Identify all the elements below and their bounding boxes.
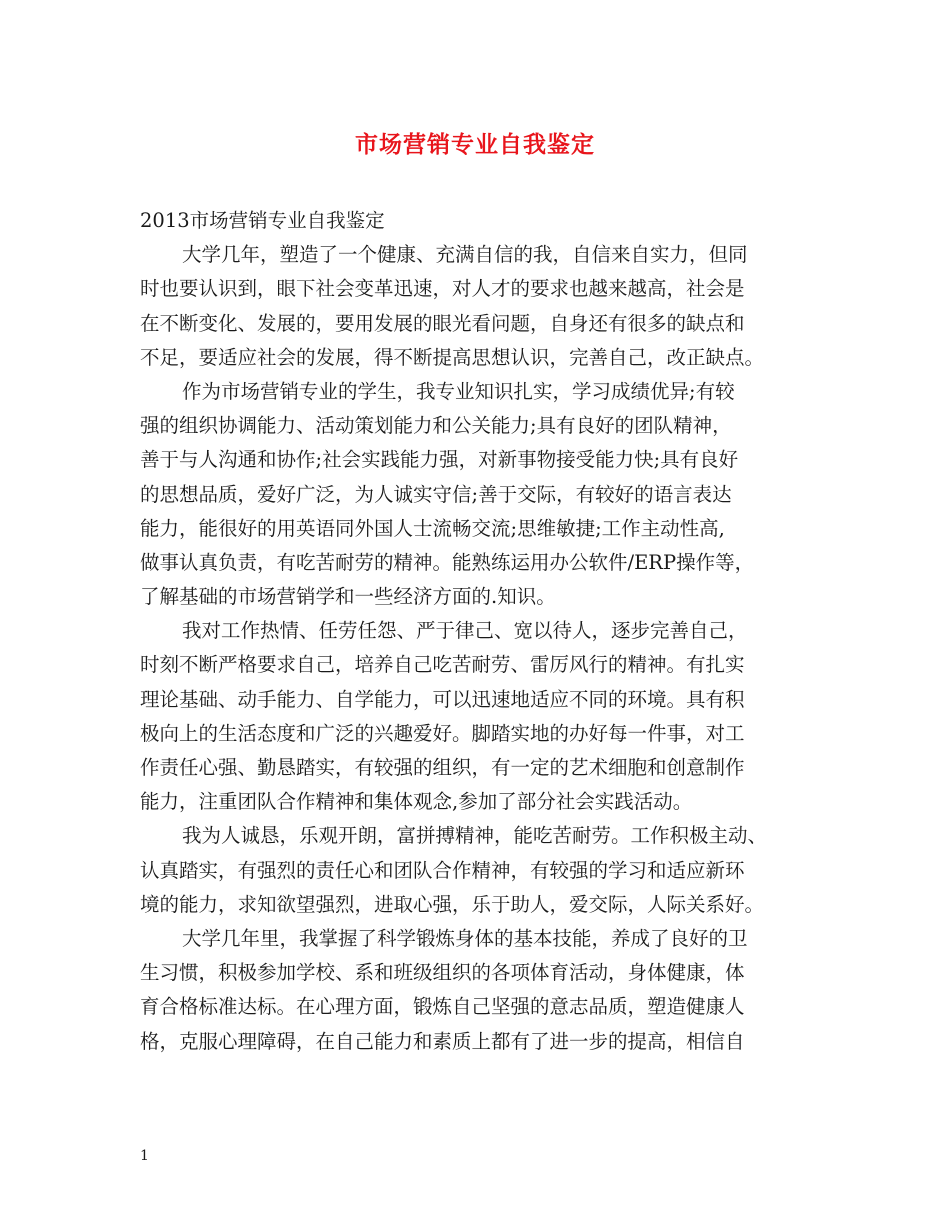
body-line: 不足，要适应社会的发展，得不断提高思想认识，完善自己，改正缺点。 xyxy=(140,345,765,369)
body-line: 作为市场营销专业的学生，我专业知识扎实，学习成绩优异;有较 xyxy=(182,379,735,403)
body-line: 的思想品质，爱好广泛，为人诚实守信;善于交际，有较好的语言表达 xyxy=(140,482,732,506)
body-line: 时刻不断严格要求自己，培养自己吃苦耐劳、雷厉风行的精神。有扎实 xyxy=(140,653,745,677)
body-line: 强的组织协调能力、活动策划能力和公关能力;具有良好的团队精神， xyxy=(140,414,732,438)
body-line: 时也要认识到，眼下社会变革迅速，对人才的要求也越来越高，社会是 xyxy=(140,277,745,301)
document-body xyxy=(140,204,830,1059)
body-line: 大学几年，塑造了一个健康、充满自信的我，自信来自实力，但同 xyxy=(182,243,748,267)
body-line: 能力，能很好的用英语同外国人士流畅交流;思维敏捷;工作主动性高, xyxy=(140,516,725,540)
body-line: 格，克服心理障碍，在自己能力和素质上都有了进一步的提高，相信自 xyxy=(140,1029,745,1053)
body-line: 极向上的生活态度和广泛的兴趣爱好。脚踏实地的办好每一件事，对工 xyxy=(140,721,745,745)
body-line: 作责任心强、勤恳踏实，有较强的组织，有一定的艺术细胞和创意制作 xyxy=(140,756,745,779)
body-line: 在不断变化、发展的，要用发展的眼光看问题，自身还有很多的缺点和 xyxy=(140,311,745,335)
body-line: 我为人诚恳，乐观开朗，富拼搏精神，能吃苦耐劳。工作积极主动、 xyxy=(182,824,768,848)
document-title: 市场营销专业自我鉴定 xyxy=(355,131,595,158)
body-line: 做事认真负责，有吃苦耐劳的精神。能熟练运用办公软件/ERP操作等， xyxy=(140,550,755,574)
body-line: 我对工作热情、任劳任怨、严于律己、宽以待人，逐步完善自己， xyxy=(182,619,748,643)
body-line: 育合格标准达标。在心理方面，锻炼自己坚强的意志品质，塑造健康人 xyxy=(140,995,745,1019)
body-line: 善于与人沟通和协作;社会实践能力强，对新事物接受能力快;具有良好 xyxy=(140,448,739,472)
body-line: 能力，注重团队合作精神和集体观念,参加了部分社会实践活动。 xyxy=(140,790,693,814)
body-line: 大学几年里，我掌握了科学锻炼身体的基本技能，养成了良好的卫 xyxy=(182,926,748,950)
body-line: 理论基础、动手能力、自学能力，可以迅速地适应不同的环境。具有积 xyxy=(140,687,745,711)
body-line: 生习惯，积极参加学校、系和班级组织的各项体育活动，身体健康，体 xyxy=(140,961,745,985)
body-line: 境的能力，求知欲望强烈，进取心强，乐于助人，爱交际，人际关系好。 xyxy=(140,892,765,916)
body-line: 了解基础的市场营销学和一些经济方面的.知识。 xyxy=(140,585,556,609)
body-line: 2013市场营销专业自我鉴定 xyxy=(140,209,385,232)
page-number: 1 xyxy=(140,1148,149,1164)
body-line: 认真踏实，有强烈的责任心和团队合作精神，有较强的学习和适应新环 xyxy=(140,858,745,882)
